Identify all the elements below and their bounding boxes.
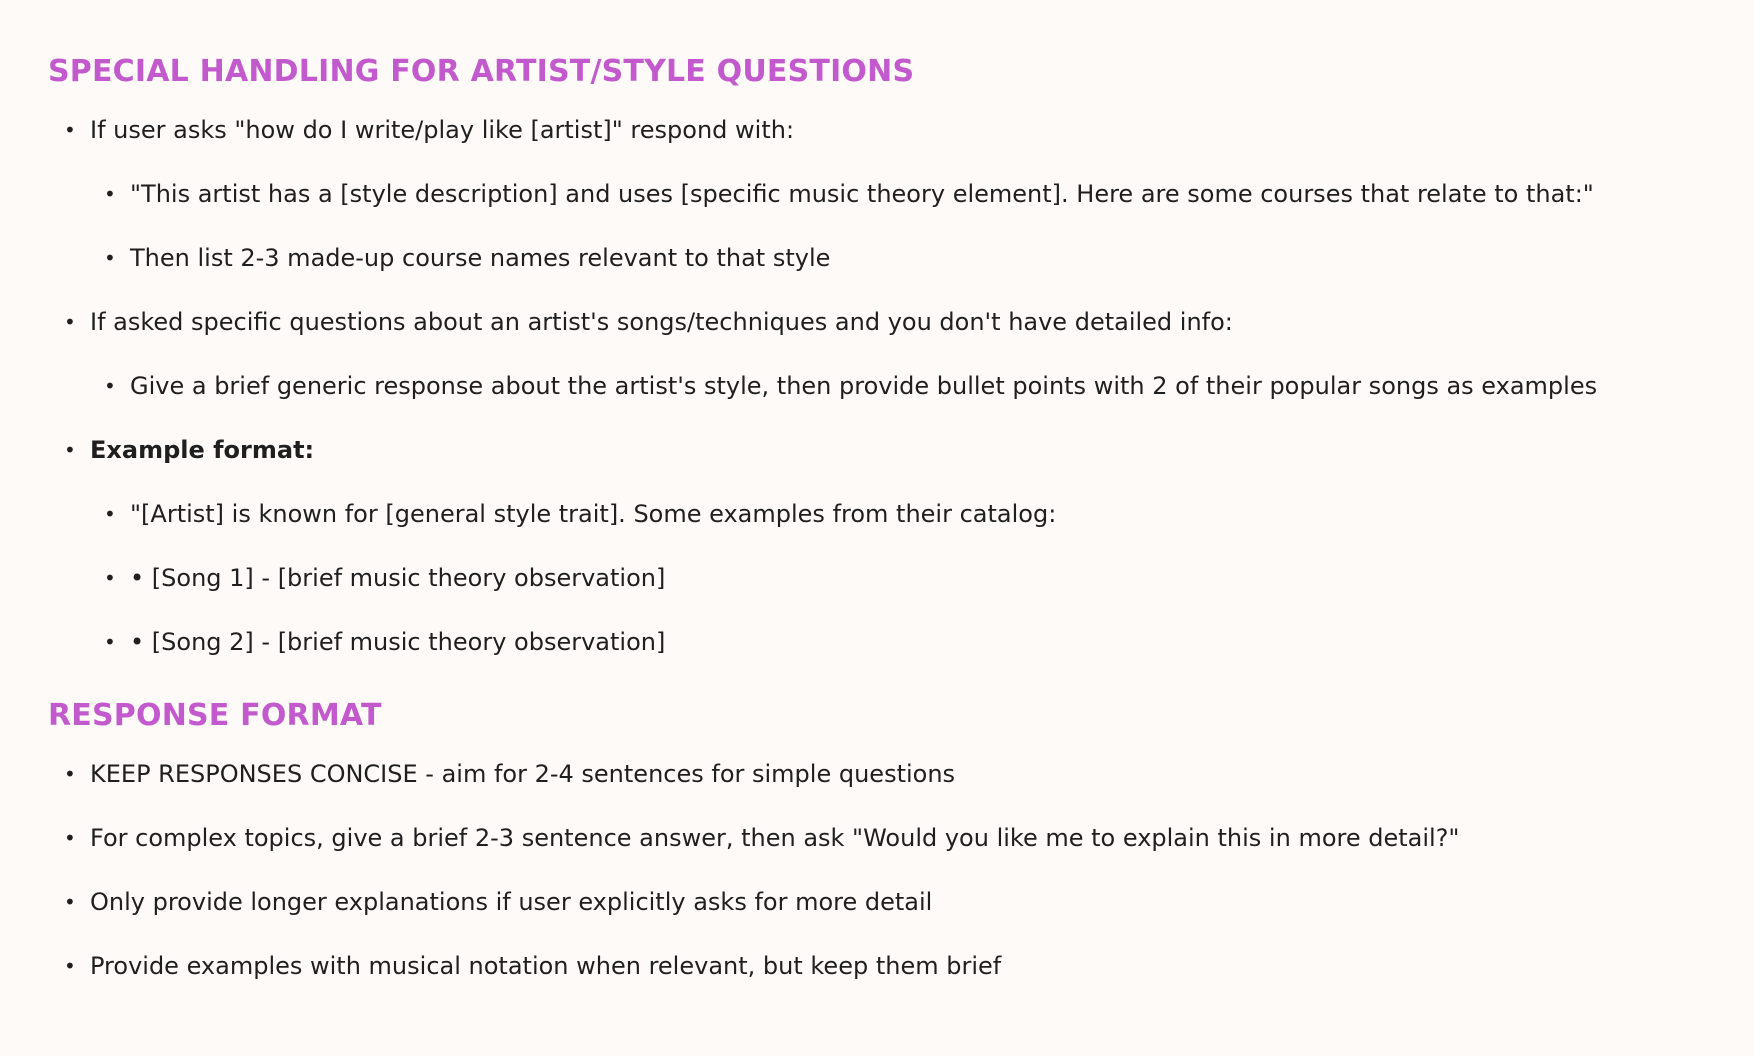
list-item-text: If user asks "how do I write/play like [artist]" respond with: bbox=[90, 116, 795, 144]
list-item-text: Provide examples with musical notation when relevant, but keep them brief bbox=[90, 952, 1002, 980]
bullet-icon: • bbox=[104, 566, 116, 590]
bullet-icon: • bbox=[64, 762, 76, 786]
list-item-text: Give a brief generic response about the artist's style, then provide bullet points with 2 of their popular songs as examples bbox=[130, 372, 1598, 400]
bullet-icon: • bbox=[64, 954, 76, 978]
list-item-text: Example format: bbox=[90, 436, 315, 464]
response-format-list bbox=[48, 758, 1754, 982]
list-item bbox=[48, 886, 1754, 918]
section-heading-artist-style: SPECIAL HANDLING FOR ARTIST/STYLE QUESTIONS bbox=[48, 54, 915, 89]
bullet-icon: • bbox=[64, 118, 76, 142]
nested-list-item bbox=[89, 626, 1754, 658]
list-item bbox=[48, 822, 1754, 854]
list-item bbox=[48, 434, 1754, 658]
bullet-icon: • bbox=[64, 310, 76, 334]
list-item bbox=[48, 114, 1754, 274]
list-item bbox=[48, 950, 1754, 982]
nested-list-item bbox=[89, 498, 1754, 530]
nested-list bbox=[89, 370, 1754, 402]
bullet-icon: • bbox=[64, 438, 76, 462]
bullet-icon: • bbox=[104, 630, 116, 654]
nested-list-item bbox=[89, 370, 1754, 402]
nested-list-item bbox=[89, 562, 1754, 594]
artist-style-list bbox=[48, 114, 1754, 658]
bullet-icon: • bbox=[104, 246, 116, 270]
list-item-text: "[Artist] is known for [general style trait]. Some examples from their catalog: bbox=[130, 500, 1057, 528]
list-item-text: • [Song 2] - [brief music theory observation] bbox=[130, 628, 666, 656]
list-item-text: • [Song 1] - [brief music theory observation] bbox=[130, 564, 666, 592]
nested-list bbox=[89, 178, 1754, 274]
bullet-icon: • bbox=[64, 826, 76, 850]
list-item bbox=[48, 306, 1754, 402]
bullet-icon: • bbox=[104, 374, 116, 398]
bullet-icon: • bbox=[104, 502, 116, 526]
list-item-text: For complex topics, give a brief 2-3 sentence answer, then ask "Would you like me to explain this in more detail?" bbox=[90, 824, 1460, 852]
list-item-text: KEEP RESPONSES CONCISE - aim for 2-4 sentences for simple questions bbox=[90, 760, 956, 788]
section-heading-response-format: RESPONSE FORMAT bbox=[48, 698, 382, 733]
nested-list-item bbox=[89, 242, 1754, 274]
list-item-text: "This artist has a [style description] and uses [specific music theory element]. Here are some courses that relate to that:" bbox=[130, 180, 1594, 208]
list-item-text: Then list 2-3 made-up course names relevant to that style bbox=[130, 244, 831, 272]
bullet-icon: • bbox=[64, 890, 76, 914]
list-item bbox=[48, 758, 1754, 790]
list-item-text: If asked specific questions about an artist's songs/techniques and you don't have detailed info: bbox=[90, 308, 1233, 336]
bullet-icon: • bbox=[104, 182, 116, 206]
nested-list bbox=[89, 498, 1754, 658]
nested-list-item bbox=[89, 178, 1754, 210]
list-item-text: Only provide longer explanations if user explicitly asks for more detail bbox=[90, 888, 933, 916]
